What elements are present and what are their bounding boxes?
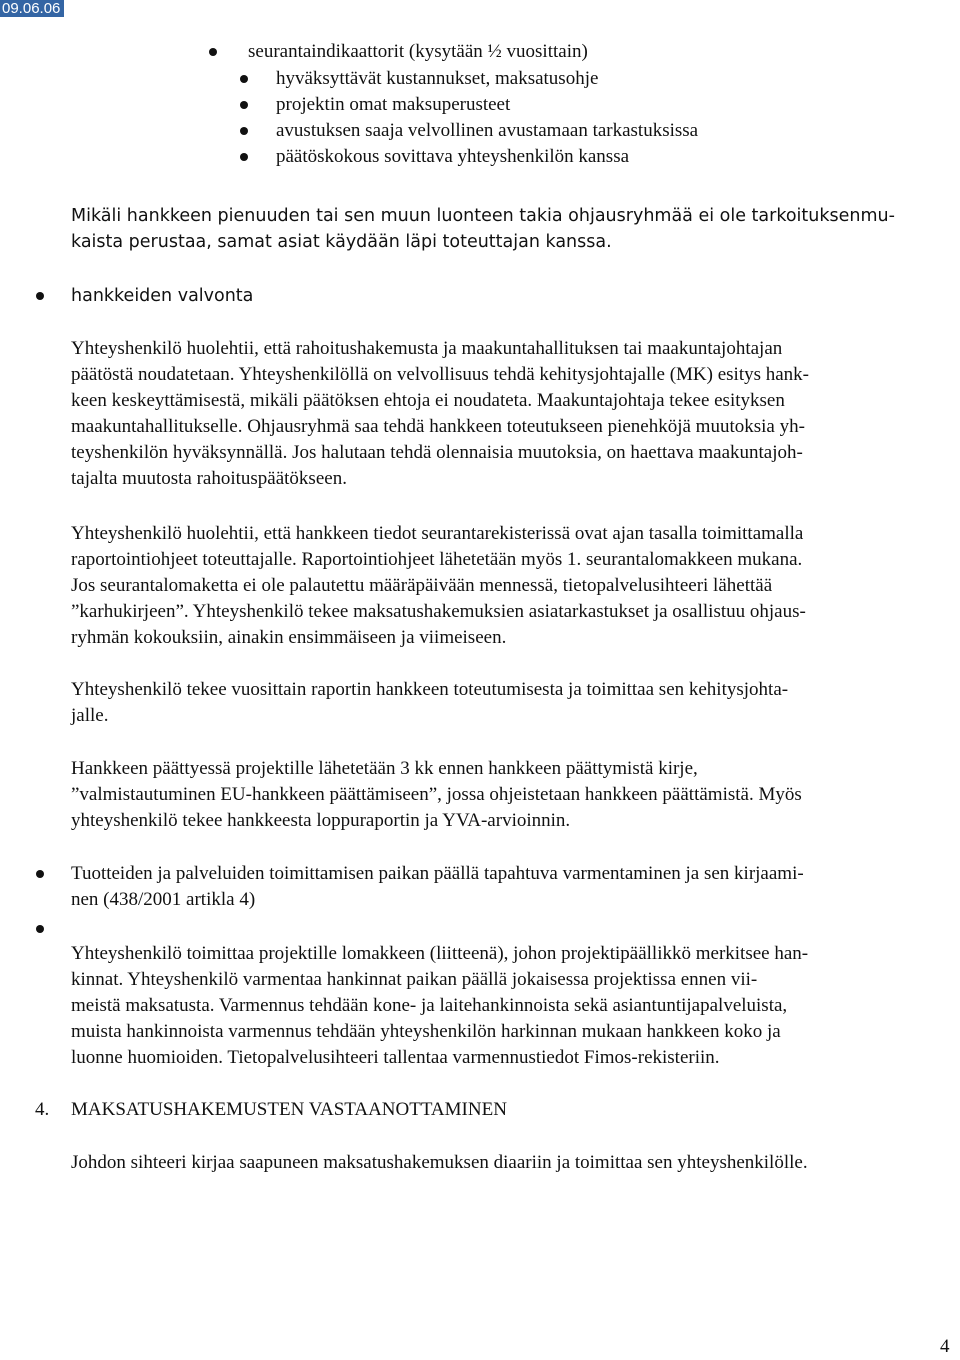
paragraph-line: tajalta muutosta rahoituspäätökseen. bbox=[71, 468, 347, 489]
paragraph-line: meistä maksatusta. Varmennus tehdään kone- ja laitehankinnoista sekä asiantuntijapalveluista, bbox=[71, 995, 788, 1016]
paragraph-line: Yhteyshenkilö toimittaa projektille lomakkeen (liitteenä), johon projektipäällikkö merkitsee han- bbox=[71, 943, 809, 964]
bullet-icon bbox=[209, 48, 217, 56]
section-number: 4. bbox=[35, 1099, 50, 1120]
bullet-icon bbox=[36, 925, 44, 933]
bullet-icon bbox=[240, 127, 248, 135]
paragraph-line: raportointiohjeet toteuttajalle. Raportointiohjeet lähetetään myös 1. seurantalomakkeen mukana. bbox=[71, 549, 803, 570]
page-number: 4 bbox=[940, 1336, 950, 1357]
paragraph-line: kinnat. Yhteyshenkilö varmentaa hankinnat paikan päällä jokaisessa projektissa ennen vii- bbox=[71, 969, 758, 990]
paragraph-line: jalle. bbox=[71, 705, 109, 726]
sub-bullet-item: päätöskokous sovittava yhteyshenkilön kanssa bbox=[276, 146, 630, 167]
paragraph-line: keen keskeyttämisestä, mikäli päätöksen ehtoja ei noudateta. Maakuntajohtaja tekee esityksen bbox=[71, 390, 785, 411]
paragraph-line: luonne huomioiden. Tietopalvelusihteeri tallentaa varmennustiedot Fimos-rekisteriin. bbox=[71, 1047, 720, 1068]
paragraph-line: Tuotteiden ja palveluiden toimittamisen paikan päällä tapahtuva varmentaminen ja sen kirjaami- bbox=[71, 863, 804, 884]
paragraph-line: ryhmän kokouksiin, ainakin ensimmäiseen ja viimeiseen. bbox=[71, 627, 507, 648]
paragraph-line: Yhteyshenkilö huolehtii, että hankkeen tiedot seurantarekisterissä ovat ajan tasalla toimittamalla bbox=[71, 523, 804, 544]
paragraph-line: Hankkeen päättyessä projektille lähetetään 3 kk ennen hankkeen päättymistä kirje, bbox=[71, 758, 698, 779]
bullet-icon bbox=[36, 870, 44, 878]
paragraph-line: kaista perustaa, samat asiat käydään läpi toteuttajan kanssa. bbox=[71, 232, 612, 252]
sub-bullet-item: projektin omat maksuperusteet bbox=[276, 94, 511, 115]
paragraph-line: teyshenkilön hyväksynnällä. Jos halutaan tehdä olennaisia muutoksia, on haettava maakuntajoh- bbox=[71, 442, 803, 463]
bullet-icon bbox=[240, 101, 248, 109]
paragraph-line: päätöstä noudatetaan. Yhteyshenkilöllä on velvollisuus tehdä kehitysjohtajalle (MK) esitys hank- bbox=[71, 364, 810, 385]
paragraph-line: ”karhukirjeen”. Yhteyshenkilö tekee maksatushakemuksien asiatarkastukset ja osallistuu ohjaus- bbox=[71, 601, 806, 622]
paragraph-line: nen (438/2001 artikla 4) bbox=[71, 889, 256, 910]
header-date: 09.06.06 bbox=[0, 0, 64, 17]
bullet-icon bbox=[36, 292, 44, 300]
bullet-icon bbox=[240, 75, 248, 83]
bullet-icon bbox=[240, 153, 248, 161]
paragraph-line: Yhteyshenkilö tekee vuosittain raportin hankkeen toteutumisesta ja toimittaa sen kehitysjohta- bbox=[71, 679, 789, 700]
paragraph-line: Yhteyshenkilö huolehtii, että rahoitushakemusta ja maakuntahallituksen tai maakuntajohtajan bbox=[71, 338, 783, 359]
sub-bullet-item: avustuksen saaja velvollinen avustamaan tarkastuksissa bbox=[276, 120, 699, 141]
sub-bullet-item: hyväksyttävät kustannukset, maksatusohje bbox=[276, 68, 599, 89]
paragraph-line: maakuntahallitukselle. Ohjausryhmä saa tehdä hankkeen toteutukseen pienehköjä muutoksia yh- bbox=[71, 416, 805, 437]
paragraph-section4: Johdon sihteeri kirjaa saapuneen maksatushakemuksen diaariin ja toimittaa sen yhteyshenkilölle. bbox=[71, 1152, 808, 1173]
paragraph-line: Jos seurantalomaketta ei ole palautettu määräpäivään mennessä, tietopalvelusihteeri lähettää bbox=[71, 575, 773, 596]
paragraph-line: Mikäli hankkeen pienuuden tai sen muun luonteen takia ohjausryhmää ei ole tarkoituksenmu- bbox=[71, 206, 895, 226]
paragraph-line: yhteyshenkilö tekee hankkeesta loppuraportin ja YVA-arvioinnin. bbox=[71, 810, 571, 831]
sub-bullet-item: seurantaindikaattorit (kysytään ½ vuosittain) bbox=[248, 41, 588, 62]
section-title: MAKSATUSHAKEMUSTEN VASTAANOTTAMINEN bbox=[71, 1099, 507, 1120]
paragraph-line: ”valmistautuminen EU-hankkeen päättämiseen”, jossa ohjeistetaan hankkeen päättämistä. Myös bbox=[71, 784, 802, 805]
paragraph-line: muista hankinnoista varmennus tehdään yhteyshenkilön harkinnan mukaan hankkeen koko ja bbox=[71, 1021, 781, 1042]
bullet-valvonta: hankkeiden valvonta bbox=[71, 286, 254, 306]
